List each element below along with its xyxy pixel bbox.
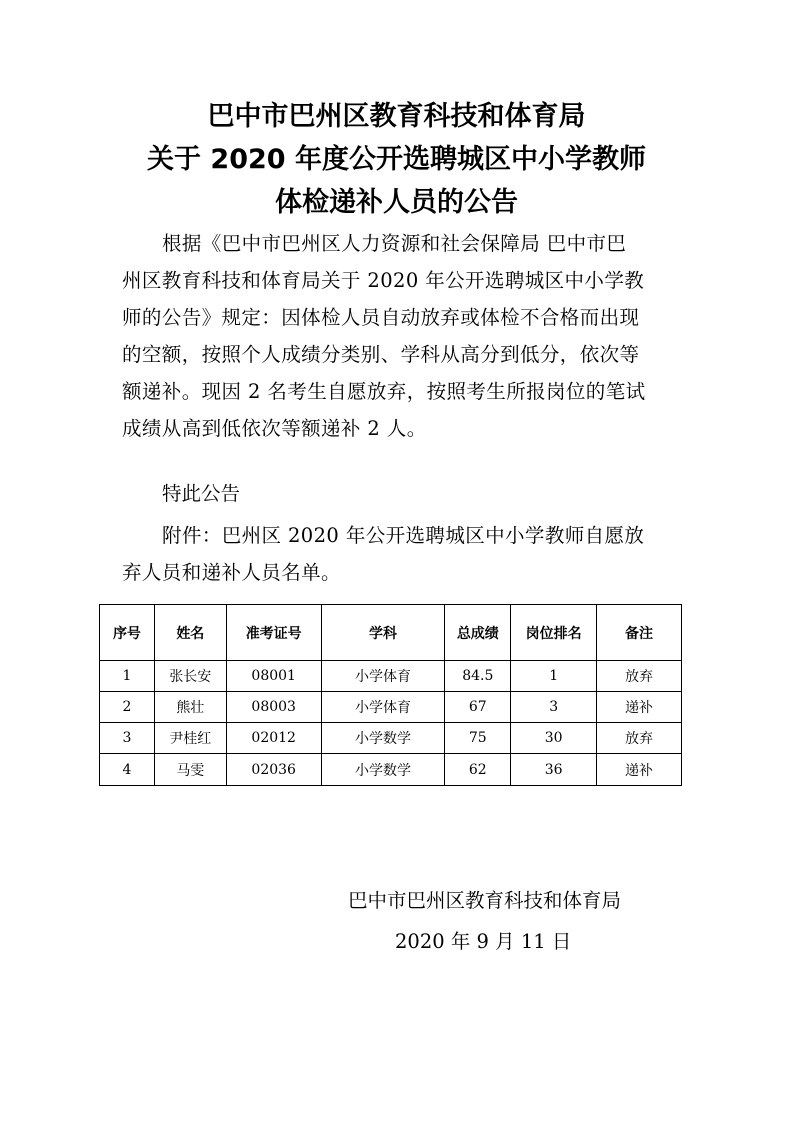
notice-closing: 特此公告 [162,482,241,505]
attachment-line-1: 附件：巴州区 2020 年公开选聘城区中小学教师自愿放 [162,524,645,547]
title-line-2: 关于 2020 年度公开选聘城区中小学教师 [147,144,646,175]
body-line-6: 成绩从高到低依次等额递补 2 人。 [122,417,427,440]
cell-remark: 放弃 [597,723,682,754]
cell-index: 4 [100,754,155,786]
cell-remark: 递补 [597,692,682,723]
cell-total-score: 67 [445,692,511,723]
cell-total-score: 75 [445,723,511,754]
header-remark: 备注 [597,605,682,661]
candidate-table [99,604,682,786]
cell-name: 熊壮 [154,692,226,723]
issuer-signature: 巴中市巴州区教育科技和体育局 [348,889,622,912]
header-total-score: 总成绩 [445,605,511,661]
attachment-note [122,517,682,591]
cell-total-score: 62 [445,754,511,786]
table-row [100,723,682,754]
cell-subject: 小学体育 [321,692,445,723]
cell-name: 张长安 [154,661,226,692]
cell-rank: 1 [511,661,597,692]
cell-index: 1 [100,661,155,692]
cell-rank: 30 [511,723,597,754]
attachment-line-2: 弃人员和递补人员名单。 [122,561,341,584]
cell-subject: 小学数学 [321,723,445,754]
cell-exam-number: 08001 [226,661,321,692]
cell-index: 2 [100,692,155,723]
notice-body [122,225,682,447]
cell-rank: 3 [511,692,597,723]
body-line-5: 额递补。现因 2 名考生自愿放弃，按照考生所报岗位的笔试 [122,380,646,403]
cell-remark: 放弃 [597,661,682,692]
cell-name: 马雯 [154,754,226,786]
cell-name: 尹桂红 [154,723,226,754]
cell-subject: 小学体育 [321,661,445,692]
header-index: 序号 [100,605,155,661]
header-subject: 学科 [321,605,445,661]
header-name: 姓名 [154,605,226,661]
cell-total-score: 84.5 [445,661,511,692]
cell-rank: 36 [511,754,597,786]
cell-exam-number: 02036 [226,754,321,786]
cell-index: 3 [100,723,155,754]
cell-exam-number: 08003 [226,692,321,723]
body-line-2: 州区教育科技和体育局关于 2020 年公开选聘城区中小学教 [122,269,645,292]
body-line-4: 的空额，按照个人成绩分类别、学科从高分到低分，依次等 [122,343,640,366]
table-header-row [100,605,682,661]
issue-date: 2020 年 9 月 11 日 [395,930,572,953]
title-line-1: 巴中市巴州区教育科技和体育局 [207,101,586,132]
title-line-3: 体检递补人员的公告 [275,187,518,218]
document-title [0,95,793,224]
table-row [100,754,682,786]
table-row [100,661,682,692]
body-line-1: 根据《巴中市巴州区人力资源和社会保障局 巴中市巴 [162,232,627,255]
table-row [100,692,682,723]
cell-subject: 小学数学 [321,754,445,786]
header-rank: 岗位排名 [511,605,597,661]
body-line-3: 师的公告》规定：因体检人员自动放弃或体检不合格而出现 [122,306,640,329]
header-exam-number: 准考证号 [226,605,321,661]
cell-remark: 递补 [597,754,682,786]
cell-exam-number: 02012 [226,723,321,754]
